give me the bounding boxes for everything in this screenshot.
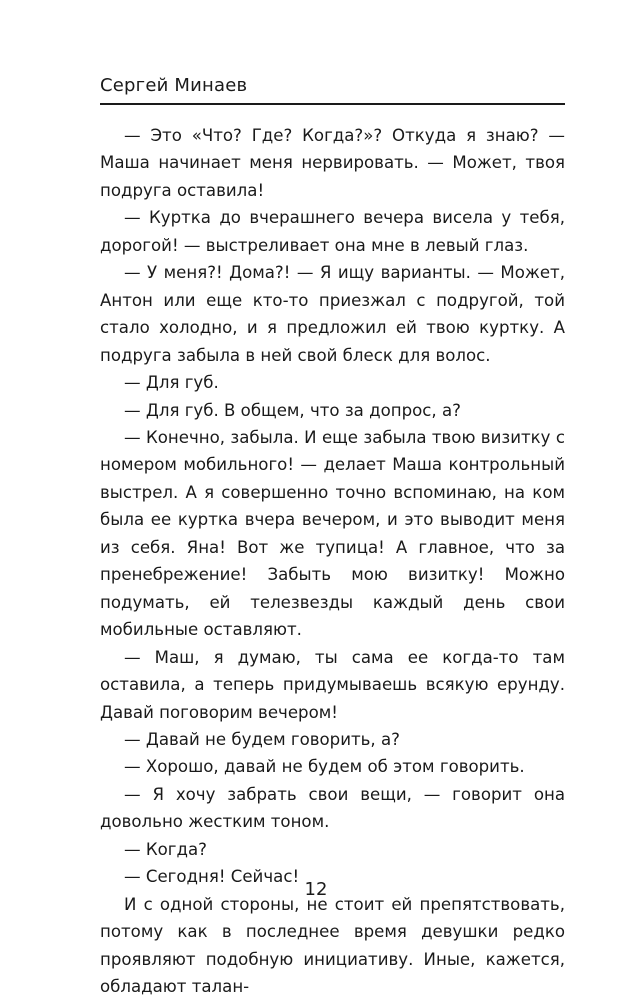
paragraph: — Маш, я думаю, ты сама ее когда-то там оставила, а теперь придумываешь всякую ерунду. Давай поговорим вечером! — [100, 647, 565, 722]
paragraph: — Когда? — [124, 839, 207, 859]
paragraph: — Для губ. В общем, что за допрос, а? — [124, 400, 461, 420]
paragraph: — Куртка до вчерашнего вечера висела у тебя, дорогой! — выстреливает она мне в левый глаз. — [100, 208, 565, 255]
paragraph: — Хорошо, давай не будем об этом говорить. — [124, 757, 525, 777]
paragraph: И с одной стороны, не стоит ей препятствовать, потому как в последнее время девушки редко проявляют подобную инициативу. Иные, кажется, обладают талан- — [100, 894, 565, 997]
paragraph: — У меня?! Дома?! — Я ищу варианты. — Может, Антон или еще кто-то приезжал с подругой, той стало холодно, и я предложил ей твою куртку. А подруга забыла в ней свой блеск для волос. — [100, 263, 565, 365]
body-text — [100, 122, 565, 1001]
paragraph: — Это «Что? Где? Когда?»? Откуда я знаю? — Маша начинает меня нервировать. — Может, твоя подруга оставила! — [100, 126, 565, 200]
paragraph: — Я хочу забрать свои вещи, — говорит она довольно жестким тоном. — [100, 784, 565, 832]
paragraph: — Конечно, забыла. И еще забыла твою визитку с номером мобильного! — делает Маша контрольный выстрел. А я совершенно точно вспоминаю, на ком была ее куртка вчера вечером, и это выводит меня из себя. Яна! Вот же тупица! А главное, что за пренебрежение! Забыть мою визитку! Можно подумать, ей телезвезды каждый день свои мобильные оставляют. — [100, 427, 565, 640]
page-number: 12 — [304, 879, 328, 900]
running-header-author: Сергей Минаев — [100, 75, 248, 96]
paragraph: — Для губ. — [124, 373, 219, 393]
paragraph: — Давай не будем говорить, а? — [124, 729, 400, 749]
header-divider — [100, 103, 565, 105]
paragraph: — Сегодня! Сейчас! — [124, 867, 300, 887]
